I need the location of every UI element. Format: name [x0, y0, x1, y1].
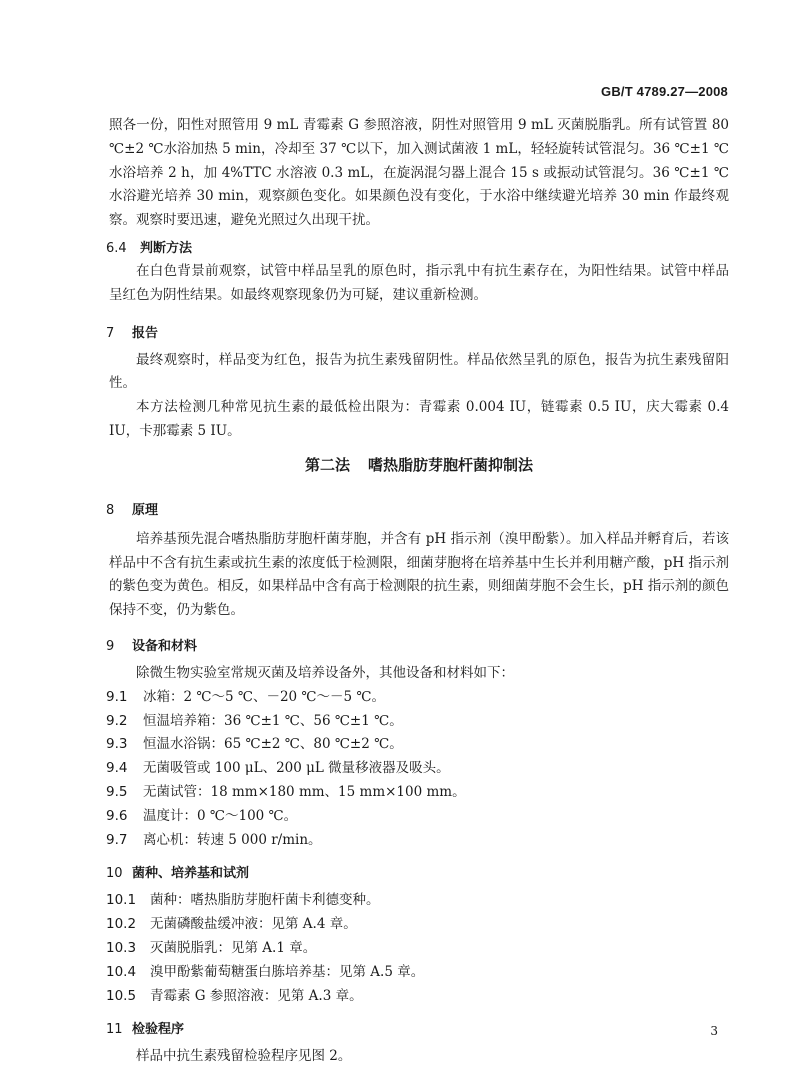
- list-item: [106, 937, 729, 961]
- list-item: [106, 733, 729, 757]
- method-name: 嗜热脂肪芽胞杆菌抑制法: [368, 455, 534, 474]
- item-text: 无菌磷酸盐缓冲液：见第 A.4 章。: [150, 916, 357, 933]
- section-title: 报告: [132, 325, 159, 341]
- paragraph-8: 培养基预先混合嗜热脂肪芽胞杆菌芽胞，并含有 pH 指示剂（溴甲酚紫）。加入样品并孵育后，若该样品中不含有抗生素或抗生素的浓度低于检测限，细菌芽胞将在培养基中生长并利用糖产酸，pH 指示剂的紫色变为黄色。相反，如果样品中含有高于检测限的抗生素，则细菌芽胞不会生长，pH 指示剂的颜色保持不变，仍为紫色。: [109, 530, 729, 619]
- equipment-list: [106, 686, 729, 853]
- list-item: [106, 961, 729, 985]
- section-title: 原理: [132, 502, 159, 518]
- section-number: 7: [106, 325, 115, 341]
- section-number: 11: [106, 1022, 123, 1038]
- section-number: 9: [106, 638, 115, 654]
- reagent-list: [106, 889, 729, 1008]
- item-number: 10.5: [106, 987, 137, 1004]
- standard-code: GB/T 4789.27—2008: [601, 84, 728, 99]
- list-item: [106, 686, 729, 710]
- section-10-heading: [106, 862, 729, 881]
- item-text: 离心机：转速 5 000 r/min。: [143, 831, 322, 848]
- paragraph-7a: 最终观察时，样品变为红色，报告为抗生素残留阴性。样品依然呈乳的原色，报告为抗生素残留阳性。: [109, 351, 729, 392]
- item-text: 温度计：0 ℃～100 ℃。: [143, 807, 298, 824]
- list-item: [106, 985, 729, 1009]
- item-text: 恒温培养箱：36 ℃±1 ℃、56 ℃±1 ℃。: [143, 712, 403, 729]
- list-item: [106, 757, 729, 781]
- item-text: 冰箱：2 ℃～5 ℃、－20 ℃～－5 ℃。: [143, 688, 386, 705]
- document-body: [106, 114, 729, 1069]
- item-text: 无菌试管：18 mm×180 mm、15 mm×100 mm。: [143, 783, 466, 800]
- item-number: 9.4: [106, 760, 128, 777]
- item-number: 9.7: [106, 831, 128, 848]
- section-title: 设备和材料: [132, 638, 198, 654]
- item-number: 9.2: [106, 712, 128, 729]
- section-11-heading: [106, 1018, 729, 1037]
- paragraph-11: 样品中抗生素残留检验程序见图 2。: [136, 1048, 352, 1065]
- item-text: 灭菌脱脂乳：见第 A.1 章。: [150, 939, 317, 956]
- section-number: 8: [106, 502, 115, 518]
- section-title: 判断方法: [140, 240, 193, 256]
- paragraph-6-4: 在白色背景前观察，试管中样品呈乳的原色时，指示乳中有抗生素存在，为阳性结果。试管中样品呈红色为阴性结果。如最终观察现象仍为可疑，建议重新检测。: [109, 262, 729, 303]
- section-7-heading: [106, 322, 729, 341]
- item-number: 9.6: [106, 807, 128, 824]
- continued-paragraph: 照各一份，阳性对照管用 9 mL 青霉素 G 参照溶液，阴性对照管用 9 mL 灭菌脱脂乳。所有试管置 80 ℃±2 ℃水浴加热 5 min，冷却至 37 ℃以下，加入测试菌液 1 mL，轻轻旋转试管混匀。36 ℃±1 ℃水浴培养 2 h，加 4%TTC 水溶液 0.3 mL，在旋涡混匀器上混合 15 s 或振动试管混匀。36 ℃±1 ℃水浴避光培养 30 min，观察颜色变化。如果颜色没有变化，于水浴中继续避光培养 30 min 作最终观察。观察时要迅速，避免光照过久出现干扰。: [109, 117, 729, 229]
- section-8-heading: [106, 499, 729, 518]
- section-title: 检验程序: [132, 1022, 185, 1038]
- page-number: 3: [710, 1024, 718, 1038]
- paragraph-9: 除微生物实验室常规灭菌及培养设备外，其他设备和材料如下：: [136, 664, 514, 681]
- item-text: 菌种：嗜热脂肪芽胞杆菌卡利德变种。: [150, 892, 380, 909]
- item-number: 10.1: [106, 892, 137, 909]
- list-item: [106, 913, 729, 937]
- item-text: 青霉素 G 参照溶液：见第 A.3 章。: [150, 987, 363, 1004]
- item-number: 10.4: [106, 963, 137, 980]
- item-text: 恒温水浴锅：65 ℃±2 ℃、80 ℃±2 ℃。: [143, 736, 403, 753]
- list-item: [106, 781, 729, 805]
- list-item: [106, 805, 729, 829]
- section-6-4-heading: [106, 237, 729, 256]
- item-number: 10.3: [106, 939, 137, 956]
- method-title: [109, 454, 729, 475]
- item-number: 10.2: [106, 916, 137, 933]
- section-title: 菌种、培养基和试剂: [132, 866, 250, 882]
- section-number: 6.4: [106, 240, 127, 256]
- list-item: [106, 710, 729, 734]
- item-number: 9.5: [106, 783, 128, 800]
- item-number: 9.3: [106, 736, 128, 753]
- item-text: 无菌吸管或 100 μL、200 μL 微量移液器及吸头。: [143, 760, 450, 777]
- item-number: 9.1: [106, 688, 128, 705]
- section-number: 10: [106, 866, 123, 882]
- item-text: 溴甲酚紫葡萄糖蛋白胨培养基：见第 A.5 章。: [150, 963, 425, 980]
- paragraph-7b: 本方法检测几种常见抗生素的最低检出限为：青霉素 0.004 IU，链霉素 0.5 IU，庆大霉素 0.4 IU，卡那霉素 5 IU。: [109, 399, 729, 439]
- list-item: [106, 829, 729, 853]
- section-9-heading: [106, 635, 729, 654]
- list-item: [106, 889, 729, 913]
- method-label: 第二法: [304, 455, 350, 474]
